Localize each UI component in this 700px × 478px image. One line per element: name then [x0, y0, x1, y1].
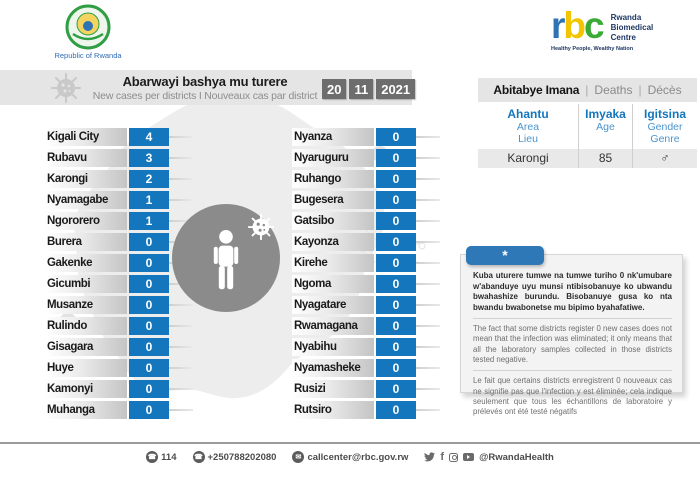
infected-person-graphic	[172, 204, 280, 312]
district-name: Nyaruguru	[292, 149, 374, 167]
district-case-count: 0	[129, 254, 169, 272]
district-row	[45, 254, 193, 272]
district-name: Rusizi	[292, 380, 374, 398]
leader-line	[416, 199, 440, 201]
leader-line	[416, 304, 440, 306]
district-case-count: 0	[129, 401, 169, 419]
district-row	[45, 317, 193, 335]
district-case-count: 0	[129, 233, 169, 251]
district-case-count: 0	[376, 380, 416, 398]
death-record-row	[478, 149, 697, 168]
deaths-col-age: Imyaka Age	[578, 104, 632, 149]
district-row	[292, 191, 440, 209]
district-row	[45, 275, 193, 293]
social-links	[424, 452, 553, 463]
deaths-title-fr: Décès	[647, 83, 682, 97]
leader-line	[169, 304, 193, 306]
leader-line	[169, 346, 193, 348]
leader-line	[169, 409, 193, 411]
district-name: Nyamasheke	[292, 359, 374, 377]
district-row	[292, 128, 440, 146]
leader-line	[169, 157, 193, 159]
district-row	[292, 296, 440, 314]
district-case-count: 0	[376, 191, 416, 209]
district-case-count: 0	[129, 296, 169, 314]
district-row	[45, 359, 193, 377]
district-name: Ngororero	[45, 212, 127, 230]
phone-number: +250788202080	[207, 451, 277, 463]
district-row	[292, 380, 440, 398]
district-name: Musanze	[45, 296, 127, 314]
district-row	[292, 149, 440, 167]
leader-line	[169, 199, 193, 201]
district-row	[292, 359, 440, 377]
district-name: Rulindo	[45, 317, 127, 335]
district-list-right	[292, 128, 440, 419]
instagram-icon[interactable]	[449, 453, 458, 462]
district-case-count: 0	[129, 275, 169, 293]
note-kinyarwanda: Kuba uturere tumwe na tumwe turiho 0 nk'umubare w'abanduye uyu munsi ntibisobanuye ko ubwandu bwahashize burundu. Bisobanuye gusa ko nta bwandu bwabonetse mu bipimo byahafatiwe.	[473, 271, 672, 312]
leader-line	[416, 283, 440, 285]
district-name: Gisagara	[45, 338, 127, 356]
deaths-table-header	[478, 104, 697, 149]
district-name: Nyagatare	[292, 296, 374, 314]
district-row	[45, 128, 193, 146]
social-handle[interactable]: @RwandaHealth	[479, 451, 554, 463]
hotline-number: 114	[161, 451, 177, 463]
district-case-count: 0	[376, 233, 416, 251]
leader-line	[416, 346, 440, 348]
district-list-left	[45, 128, 193, 419]
divider	[473, 370, 672, 371]
district-case-count: 4	[129, 128, 169, 146]
district-row	[45, 401, 193, 419]
district-row	[45, 191, 193, 209]
district-row	[292, 338, 440, 356]
deaths-panel-header	[478, 78, 697, 102]
district-name: Rwamagana	[292, 317, 374, 335]
rbc-logo	[551, 5, 654, 46]
page-title-block	[92, 74, 318, 102]
phone-contact[interactable]	[193, 451, 277, 463]
district-row	[45, 296, 193, 314]
district-name: Kirehe	[292, 254, 374, 272]
death-area: Karongi	[507, 151, 549, 165]
district-name: Kamonyi	[45, 380, 127, 398]
district-row	[45, 149, 193, 167]
district-row	[292, 275, 440, 293]
leader-line	[169, 367, 193, 369]
district-row	[45, 380, 193, 398]
death-age: 85	[578, 149, 632, 168]
gov-logo-line1: Republic of Rwanda	[54, 51, 122, 60]
youtube-icon[interactable]	[463, 453, 474, 461]
leader-line	[169, 178, 193, 180]
leader-line	[169, 325, 193, 327]
district-case-count: 0	[376, 275, 416, 293]
district-name: Ngoma	[292, 275, 374, 293]
deaths-col-area: Ahantu Area Lieu	[507, 107, 549, 145]
note-french: Le fait que certains districts enregistrent 0 nouveaux cas ne signifie pas que l'infection y est éliminée; cela indique seulement que tous les échantillons de laboratoire y prélevés ont été testé négatifs	[473, 376, 672, 417]
district-name: Nyamagabe	[45, 191, 127, 209]
district-case-count: 0	[376, 359, 416, 377]
district-case-count: 0	[376, 401, 416, 419]
page-title: Abarwayi bashya mu turere	[122, 74, 288, 89]
district-name: Huye	[45, 359, 127, 377]
phone-icon: ☎	[193, 451, 205, 463]
page-subtitle: New cases per districts I Nouveaux cas par district	[92, 90, 318, 102]
email-icon: ✉	[292, 451, 304, 463]
footer-divider	[0, 442, 700, 444]
district-row	[45, 338, 193, 356]
district-name: Karongi	[45, 170, 127, 188]
deaths-title-rw: Abitabye Imana	[493, 83, 580, 97]
leader-line	[416, 367, 440, 369]
footer-contacts	[0, 451, 700, 463]
district-name: Burera	[45, 233, 127, 251]
report-date	[322, 79, 415, 99]
note-english: The fact that some districts register 0 new cases does not mean that the infection was eliminated; it only means that all the laboratory samples collected in those districts tested negative.	[473, 324, 672, 365]
zero-cases-note	[460, 254, 683, 417]
leader-line	[416, 388, 440, 390]
twitter-icon[interactable]	[424, 452, 435, 462]
district-case-count: 0	[376, 212, 416, 230]
phone-icon: ☎	[146, 451, 158, 463]
district-case-count: 0	[376, 149, 416, 167]
district-case-count: 0	[376, 254, 416, 272]
leader-line	[416, 409, 440, 411]
district-row	[45, 170, 193, 188]
date-year: 2021	[376, 79, 415, 99]
district-name: Bugesera	[292, 191, 374, 209]
rbc-tagline: Healthy People, Wealthy Nation	[551, 46, 634, 52]
rbc-letters: rbc	[551, 5, 603, 46]
asterisk-icon: *	[466, 246, 544, 265]
leader-line	[416, 220, 440, 222]
deaths-col-gender: Igitsina Gender Genre	[632, 104, 697, 149]
district-case-count: 0	[129, 338, 169, 356]
district-case-count: 2	[129, 170, 169, 188]
leader-line	[416, 178, 440, 180]
district-row	[292, 254, 440, 272]
date-day: 20	[322, 79, 346, 99]
date-month: 11	[349, 79, 373, 99]
facebook-icon[interactable]: f	[440, 451, 445, 463]
rwanda-coat-of-arms-icon	[65, 4, 111, 50]
leader-line	[169, 136, 193, 138]
district-case-count: 0	[129, 317, 169, 335]
leader-line	[416, 157, 440, 159]
virus-icon	[246, 212, 276, 247]
district-case-count: 0	[376, 128, 416, 146]
district-name: Nyabihu	[292, 338, 374, 356]
district-name: Nyanza	[292, 128, 374, 146]
district-name: Gatsibo	[292, 212, 374, 230]
district-name: Muhanga	[45, 401, 127, 419]
district-name: Gakenke	[45, 254, 127, 272]
district-name: Rubavu	[45, 149, 127, 167]
deaths-table	[478, 104, 697, 168]
hotline-contact[interactable]	[146, 451, 176, 463]
leader-line	[416, 262, 440, 264]
email-address: callcenter@rbc.gov.rw	[307, 451, 409, 463]
district-case-count: 0	[129, 380, 169, 398]
leader-line	[416, 325, 440, 327]
leader-line	[416, 136, 440, 138]
district-row	[292, 170, 440, 188]
leader-line	[169, 388, 193, 390]
district-case-count: 0	[376, 317, 416, 335]
district-case-count: 3	[129, 149, 169, 167]
district-name: Gicumbi	[45, 275, 127, 293]
district-name: Kigali City	[45, 128, 127, 146]
leader-line	[416, 241, 440, 243]
district-row	[292, 317, 440, 335]
district-case-count: 0	[129, 359, 169, 377]
district-row	[45, 233, 193, 251]
district-case-count: 0	[376, 170, 416, 188]
district-case-count: 0	[376, 338, 416, 356]
district-row	[292, 212, 440, 230]
rbc-name: Rwanda Biomedical Centre	[610, 13, 654, 42]
district-case-count: 1	[129, 212, 169, 230]
virus-icon	[50, 72, 82, 109]
district-name: Ruhango	[292, 170, 374, 188]
district-case-count: 0	[376, 296, 416, 314]
district-case-count: 1	[129, 191, 169, 209]
district-row	[292, 233, 440, 251]
separator: |	[638, 83, 642, 97]
district-name: Kayonza	[292, 233, 374, 251]
district-row	[292, 401, 440, 419]
divider	[473, 318, 672, 319]
email-contact[interactable]	[292, 451, 408, 463]
person-icon	[202, 224, 250, 296]
deaths-title-en: Deaths	[594, 83, 633, 97]
district-name: Rutsiro	[292, 401, 374, 419]
separator: |	[585, 83, 589, 97]
district-row	[45, 212, 193, 230]
death-gender male-symbol: ♂	[632, 149, 697, 168]
